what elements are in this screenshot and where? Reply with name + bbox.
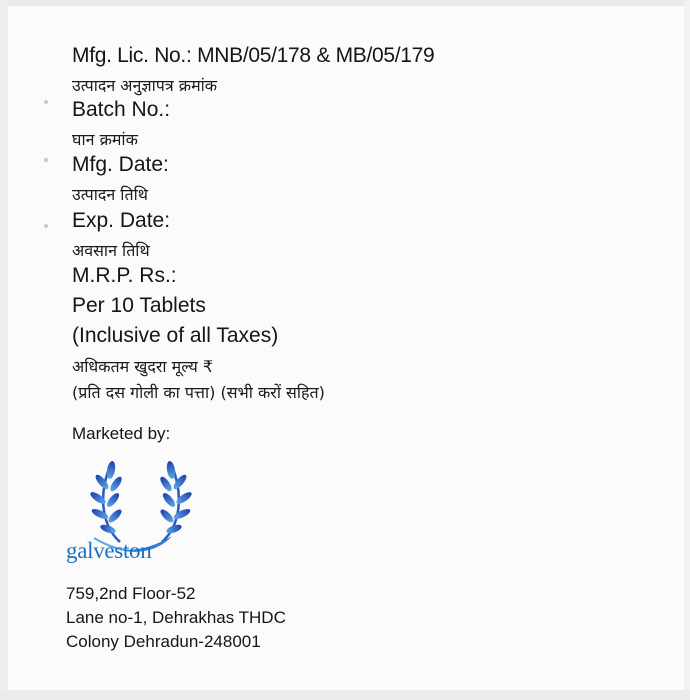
mrp-taxes: (Inclusive of all Taxes) [72,324,279,347]
box-edge-bottom [0,690,690,700]
mfg-lic-value: MNB/05/178 & MB/05/179 [197,44,435,67]
mrp-hindi: अधिकतम खुदरा मूल्य ₹ [72,357,214,376]
print-mark [44,158,48,162]
print-mark [44,224,48,228]
box-edge-top [0,0,690,6]
address-line-2: Lane no-1, Dehrakhas THDC [66,608,286,627]
print-mark [44,100,48,104]
box-edge-right [684,0,690,700]
mrp-per: Per 10 Tablets [72,294,206,317]
box-edge-left [0,0,8,700]
marketed-by-heading: Marketed by: [72,424,171,443]
batch-hindi: घान क्रमांक [72,130,138,149]
address-line-3: Colony Dehradun-248001 [66,632,261,651]
brand-name: galveston [66,538,152,563]
mrp-label: M.R.P. Rs.: [72,264,177,287]
mfg-lic-label: Mfg. Lic. No.: [72,44,192,67]
mfg-lic-hindi: उत्पादन अनुज्ञापत्र क्रमांक [72,76,218,95]
exp-date-label: Exp. Date: [72,209,171,232]
exp-date-hindi: अवसान तिथि [72,241,150,260]
batch-label: Batch No.: [72,98,171,121]
address-line-1: 759,2nd Floor-52 [66,584,196,603]
mfg-lic-line [72,44,434,68]
mfg-date-label: Mfg. Date: [72,153,169,176]
mfg-date-hindi: उत्पादन तिथि [72,185,148,204]
mrp-hindi-sub: (प्रति दस गोली का पत्ता) (सभी करों सहित) [72,383,325,402]
